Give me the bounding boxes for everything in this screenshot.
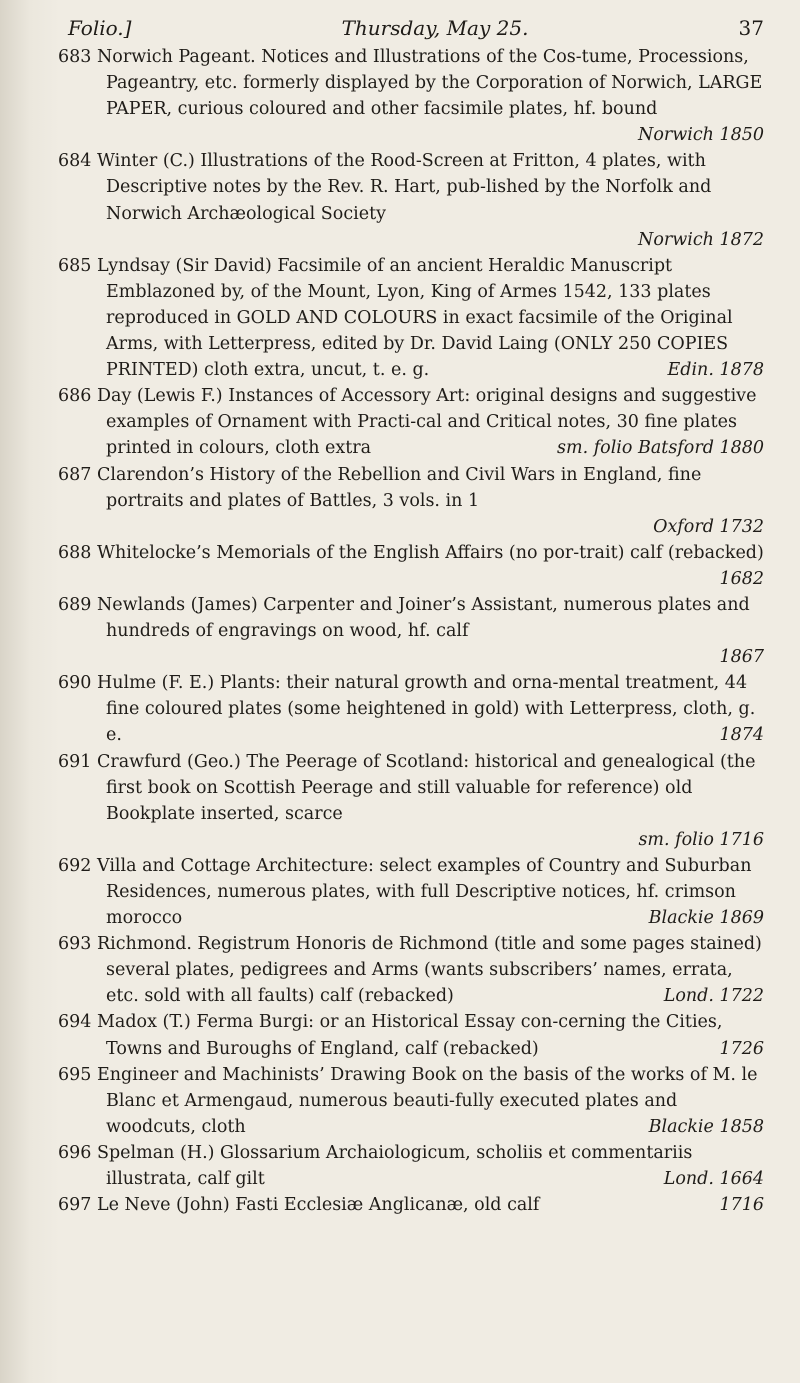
catalogue-entry <box>58 1192 764 1218</box>
catalogue-entry <box>58 44 764 148</box>
entry-description: Winter (C.) Illustrations of the Rood-Screen at Fritton, 4 plates, with Descriptive notes by the Rev. R. Hart, pub-lished by the Norfolk and Norwich Archæological Society <box>96 151 712 224</box>
lot-number: 691 <box>58 751 92 772</box>
entry-imprint: 1726 <box>719 1038 764 1059</box>
lot-number: 694 <box>58 1012 92 1033</box>
catalogue-entry <box>58 462 764 540</box>
entry-imprint: Edin. 1878 <box>667 360 764 381</box>
entry-imprint: 1874 <box>719 725 764 746</box>
catalogue-entry <box>58 670 764 748</box>
running-head <box>58 16 764 40</box>
catalogue-entry <box>58 540 764 592</box>
entry-imprint: 1867 <box>719 647 764 668</box>
entry-description: Whitelocke’s Memorials of the English Affairs (no por-trait) calf (rebacked) <box>96 542 764 563</box>
catalogue-entry <box>58 592 764 670</box>
entry-imprint: sm. folio Batsford 1880 <box>557 438 764 459</box>
catalogue-entry <box>58 253 764 383</box>
entry-imprint: Lond. 1664 <box>663 1169 764 1190</box>
catalogue-entry <box>58 383 764 461</box>
lot-number: 683 <box>58 47 92 67</box>
lot-number: 688 <box>58 542 92 563</box>
entry-imprint: Blackie 1869 <box>648 908 764 929</box>
catalogue-entry <box>58 931 764 1009</box>
lot-number: 697 <box>58 1195 92 1216</box>
lot-number: 685 <box>58 255 92 276</box>
entry-description: Madox (T.) Ferma Burgi: or an Historical Essay con-cerning the Cities, Towns and Buroughs of England, calf (rebacked) <box>96 1012 723 1059</box>
entry-description: Le Neve (John) Fasti Ecclesiæ Anglicanæ, old calf <box>96 1195 540 1216</box>
lot-number: 690 <box>58 673 92 694</box>
lot-number: 696 <box>58 1142 92 1163</box>
entry-imprint: 1682 <box>719 568 764 589</box>
entry-description: Crawfurd (Geo.) The Peerage of Scotland: historical and genealogical (the first book on Scottish Peerage and still valuable for reference) old Bookplate inserted, scarce <box>96 751 756 824</box>
entry-description: Norwich Pageant. Notices and Illustrations of the Cos-tume, Processions, Pageantry, etc. formerly displayed by the Corporation of Norwich, LARGE PAPER, curious coloured and other facsimile plates, hf. bound <box>96 47 763 120</box>
lot-number: 693 <box>58 934 92 955</box>
entry-description: Day (Lewis F.) Instances of Accessory Art: original designs and suggestive examples of Ornament with Practi-cal and Critical notes, 30 fine plates printed in colours, cloth extra <box>96 386 757 459</box>
catalogue-entry <box>58 1009 764 1061</box>
catalogue-entry <box>58 1062 764 1140</box>
entry-description: Lyndsay (Sir David) Facsimile of an ancient Heraldic Manuscript Emblazoned by, of the Mount, Lyon, King of Armes 1542, 133 plates reproduced in GOLD AND COLOURS in exact facsimile of the Original Arms, with Letterpress, edited by Dr. David Laing (ONLY 250 COPIES PRINTED) cloth extra, uncut, t. e. g. <box>96 255 733 381</box>
entry-imprint: Norwich 1850 <box>638 125 764 146</box>
entry-description: Newlands (James) Carpenter and Joiner’s Assistant, numerous plates and hundreds of engravings on wood, hf. calf <box>96 594 750 642</box>
lot-number: 686 <box>58 386 92 407</box>
sale-date: Thursday, May 25. <box>341 16 529 40</box>
lot-number: 687 <box>58 464 92 485</box>
entry-imprint: sm. folio 1716 <box>638 829 764 850</box>
entry-description: Hulme (F. E.) Plants: their natural growth and orna-mental treatment, 44 fine coloured plates (some heightened in gold) with Letterpress, cloth, g. e. <box>96 673 756 746</box>
folio-label: Folio.] <box>68 16 132 40</box>
catalogue-entry <box>58 148 764 252</box>
entry-description: Richmond. Registrum Honoris de Richmond (title and some pages stained) several plates, pedigrees and Arms (wants subscribers’ names, errata, etc. sold with all faults) calf (rebacked) <box>96 934 762 1007</box>
entry-imprint: Blackie 1858 <box>648 1116 764 1137</box>
entry-description: Engineer and Machinists’ Drawing Book on the basis of the works of M. le Blanc et Armengaud, numerous beauti-fully executed plates and woodcuts, cloth <box>96 1064 758 1137</box>
catalogue-entry <box>58 749 764 853</box>
entry-imprint: Lond. 1722 <box>663 986 764 1007</box>
catalogue-entry <box>58 1140 764 1192</box>
catalogue-entries <box>58 44 764 1218</box>
entry-imprint: Oxford 1732 <box>653 516 764 537</box>
lot-number: 684 <box>58 151 92 172</box>
entry-imprint: Norwich 1872 <box>638 229 764 250</box>
lot-number: 692 <box>58 855 92 876</box>
catalogue-entry <box>58 853 764 931</box>
page-number: 37 <box>738 16 764 40</box>
entry-description: Villa and Cottage Architecture: select examples of Country and Suburban Residences, numerous plates, with full Descriptive notices, hf. crimson morocco <box>96 855 752 929</box>
lot-number: 695 <box>58 1064 92 1085</box>
lot-number: 689 <box>58 594 92 615</box>
entry-description: Spelman (H.) Glossarium Archaiologicum, scholiis et commentariis illustrata, calf gilt <box>96 1142 693 1190</box>
entry-imprint: 1716 <box>719 1195 764 1216</box>
entry-description: Clarendon’s History of the Rebellion and Civil Wars in England, fine portraits and plates of Battles, 3 vols. in 1 <box>96 464 702 511</box>
